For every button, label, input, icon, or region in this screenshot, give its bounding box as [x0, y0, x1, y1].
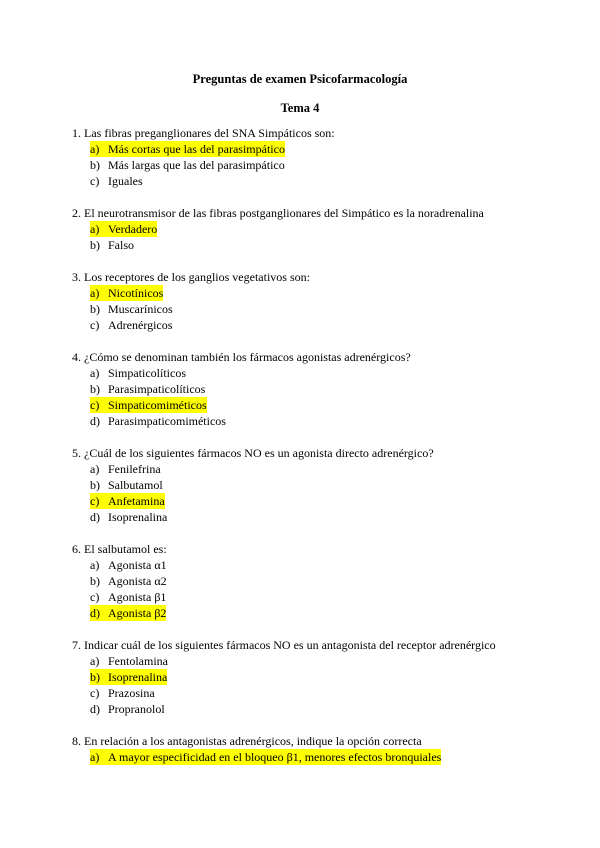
option-text: Agonista α1 — [108, 558, 167, 572]
option-letter: b) — [90, 669, 109, 685]
option-text: Adrenérgicos — [108, 318, 173, 332]
option-text: Fentolamina — [108, 654, 168, 668]
option-text: Simpaticomiméticos — [108, 398, 207, 412]
option-text: Fenilefrina — [108, 462, 161, 476]
answer-option — [72, 157, 572, 173]
question-text: 5. ¿Cuál de los siguientes fármacos NO es un agonista directo adrenérgico? — [72, 446, 434, 460]
answer-option — [72, 701, 572, 717]
question-text: 6. El salbutamol es: — [72, 542, 167, 556]
question-text: 7. Indicar cuál de los siguientes fármacos NO es un antagonista del receptor adrenérgico — [72, 638, 496, 652]
option-letter: d) — [90, 510, 100, 524]
answer-option — [72, 381, 572, 397]
answer-option-highlighted — [72, 221, 572, 237]
answer-option — [72, 237, 572, 253]
answer-option-highlighted — [72, 285, 572, 301]
option-text: Agonista α2 — [108, 574, 167, 588]
question-text: 3. Los receptores de los ganglios vegetativos son: — [72, 270, 310, 284]
option-text: Más cortas que las del parasimpático — [108, 142, 285, 156]
option-letter: c) — [90, 174, 100, 188]
option-text: Parasimpaticolíticos — [108, 382, 206, 396]
answer-option — [72, 653, 572, 669]
option-text: Prazosina — [108, 686, 155, 700]
question-2 — [72, 205, 572, 253]
option-letter: d) — [90, 702, 100, 716]
document-title: Preguntas de examen Psicofarmacología — [192, 72, 408, 86]
option-text: Nicotínicos — [108, 286, 164, 300]
question-5 — [72, 445, 572, 525]
option-letter: c) — [90, 397, 108, 413]
option-letter: c) — [90, 493, 108, 509]
option-text: Parasimpaticomiméticos — [108, 414, 226, 428]
option-text: Iguales — [108, 174, 143, 188]
option-letter: a) — [90, 558, 100, 572]
answer-option-highlighted — [72, 669, 572, 685]
option-letter: a) — [90, 141, 108, 157]
question-6 — [72, 541, 572, 621]
option-text: Más largas que las del parasimpático — [108, 158, 285, 172]
question-text: 8. En relación a los antagonistas adrenérgicos, indique la opción correcta — [72, 734, 422, 748]
answer-option-highlighted — [72, 749, 572, 765]
option-text: Isoprenalina — [108, 670, 168, 684]
question-text: 2. El neurotransmisor de las fibras postganglionares del Simpático es la noradrenalina — [72, 206, 484, 220]
question-text: 4. ¿Cómo se denominan también los fármacos agonistas adrenérgicos? — [72, 350, 411, 364]
option-text: Agonista β1 — [108, 590, 167, 604]
answer-option — [72, 557, 572, 573]
option-letter: b) — [90, 478, 100, 492]
option-text: Simpaticolíticos — [108, 366, 186, 380]
option-letter: a) — [90, 366, 100, 380]
option-letter: b) — [90, 238, 100, 252]
option-letter: d) — [90, 605, 109, 621]
answer-option — [72, 589, 572, 605]
question-text: 1. Las fibras preganglionares del SNA Simpáticos son: — [72, 126, 335, 140]
option-letter: a) — [90, 654, 100, 668]
answer-option — [72, 317, 572, 333]
option-letter: c) — [90, 686, 100, 700]
option-letter: a) — [90, 749, 108, 765]
option-letter: a) — [90, 285, 108, 301]
answer-option — [72, 573, 572, 589]
question-1 — [72, 125, 572, 189]
option-letter: d) — [90, 414, 100, 428]
option-text: Muscarínicos — [108, 302, 173, 316]
answer-option-highlighted — [72, 141, 572, 157]
option-text: Verdadero — [108, 222, 158, 236]
answer-option-highlighted — [72, 397, 572, 413]
option-letter: c) — [90, 590, 100, 604]
answer-option — [72, 685, 572, 701]
option-letter: c) — [90, 318, 100, 332]
option-text: A mayor especificidad en el bloqueo β1, menores efectos bronquiales — [108, 750, 442, 764]
option-text: Anfetamina — [108, 494, 165, 508]
option-letter: b) — [90, 574, 100, 588]
answer-option — [72, 413, 572, 429]
answer-option — [72, 509, 572, 525]
answer-option — [72, 173, 572, 189]
question-7 — [72, 637, 572, 717]
question-8 — [72, 733, 572, 765]
option-text: Propranolol — [108, 702, 165, 716]
option-letter: a) — [90, 462, 100, 476]
answer-option — [72, 477, 572, 493]
answer-option — [72, 365, 572, 381]
option-letter: b) — [90, 382, 100, 396]
answer-option — [72, 301, 572, 317]
option-letter: b) — [90, 302, 100, 316]
answer-option-highlighted — [72, 605, 572, 621]
question-3 — [72, 269, 572, 333]
question-4 — [72, 349, 572, 429]
option-text: Falso — [108, 238, 135, 252]
answer-option — [72, 461, 572, 477]
option-text: Isoprenalina — [108, 510, 168, 524]
option-text: Agonista β2 — [108, 606, 167, 620]
option-text: Salbutamol — [108, 478, 163, 492]
document-subtitle: Tema 4 — [280, 101, 320, 115]
option-letter: a) — [90, 221, 108, 237]
answer-option-highlighted — [72, 493, 572, 509]
option-letter: b) — [90, 158, 100, 172]
